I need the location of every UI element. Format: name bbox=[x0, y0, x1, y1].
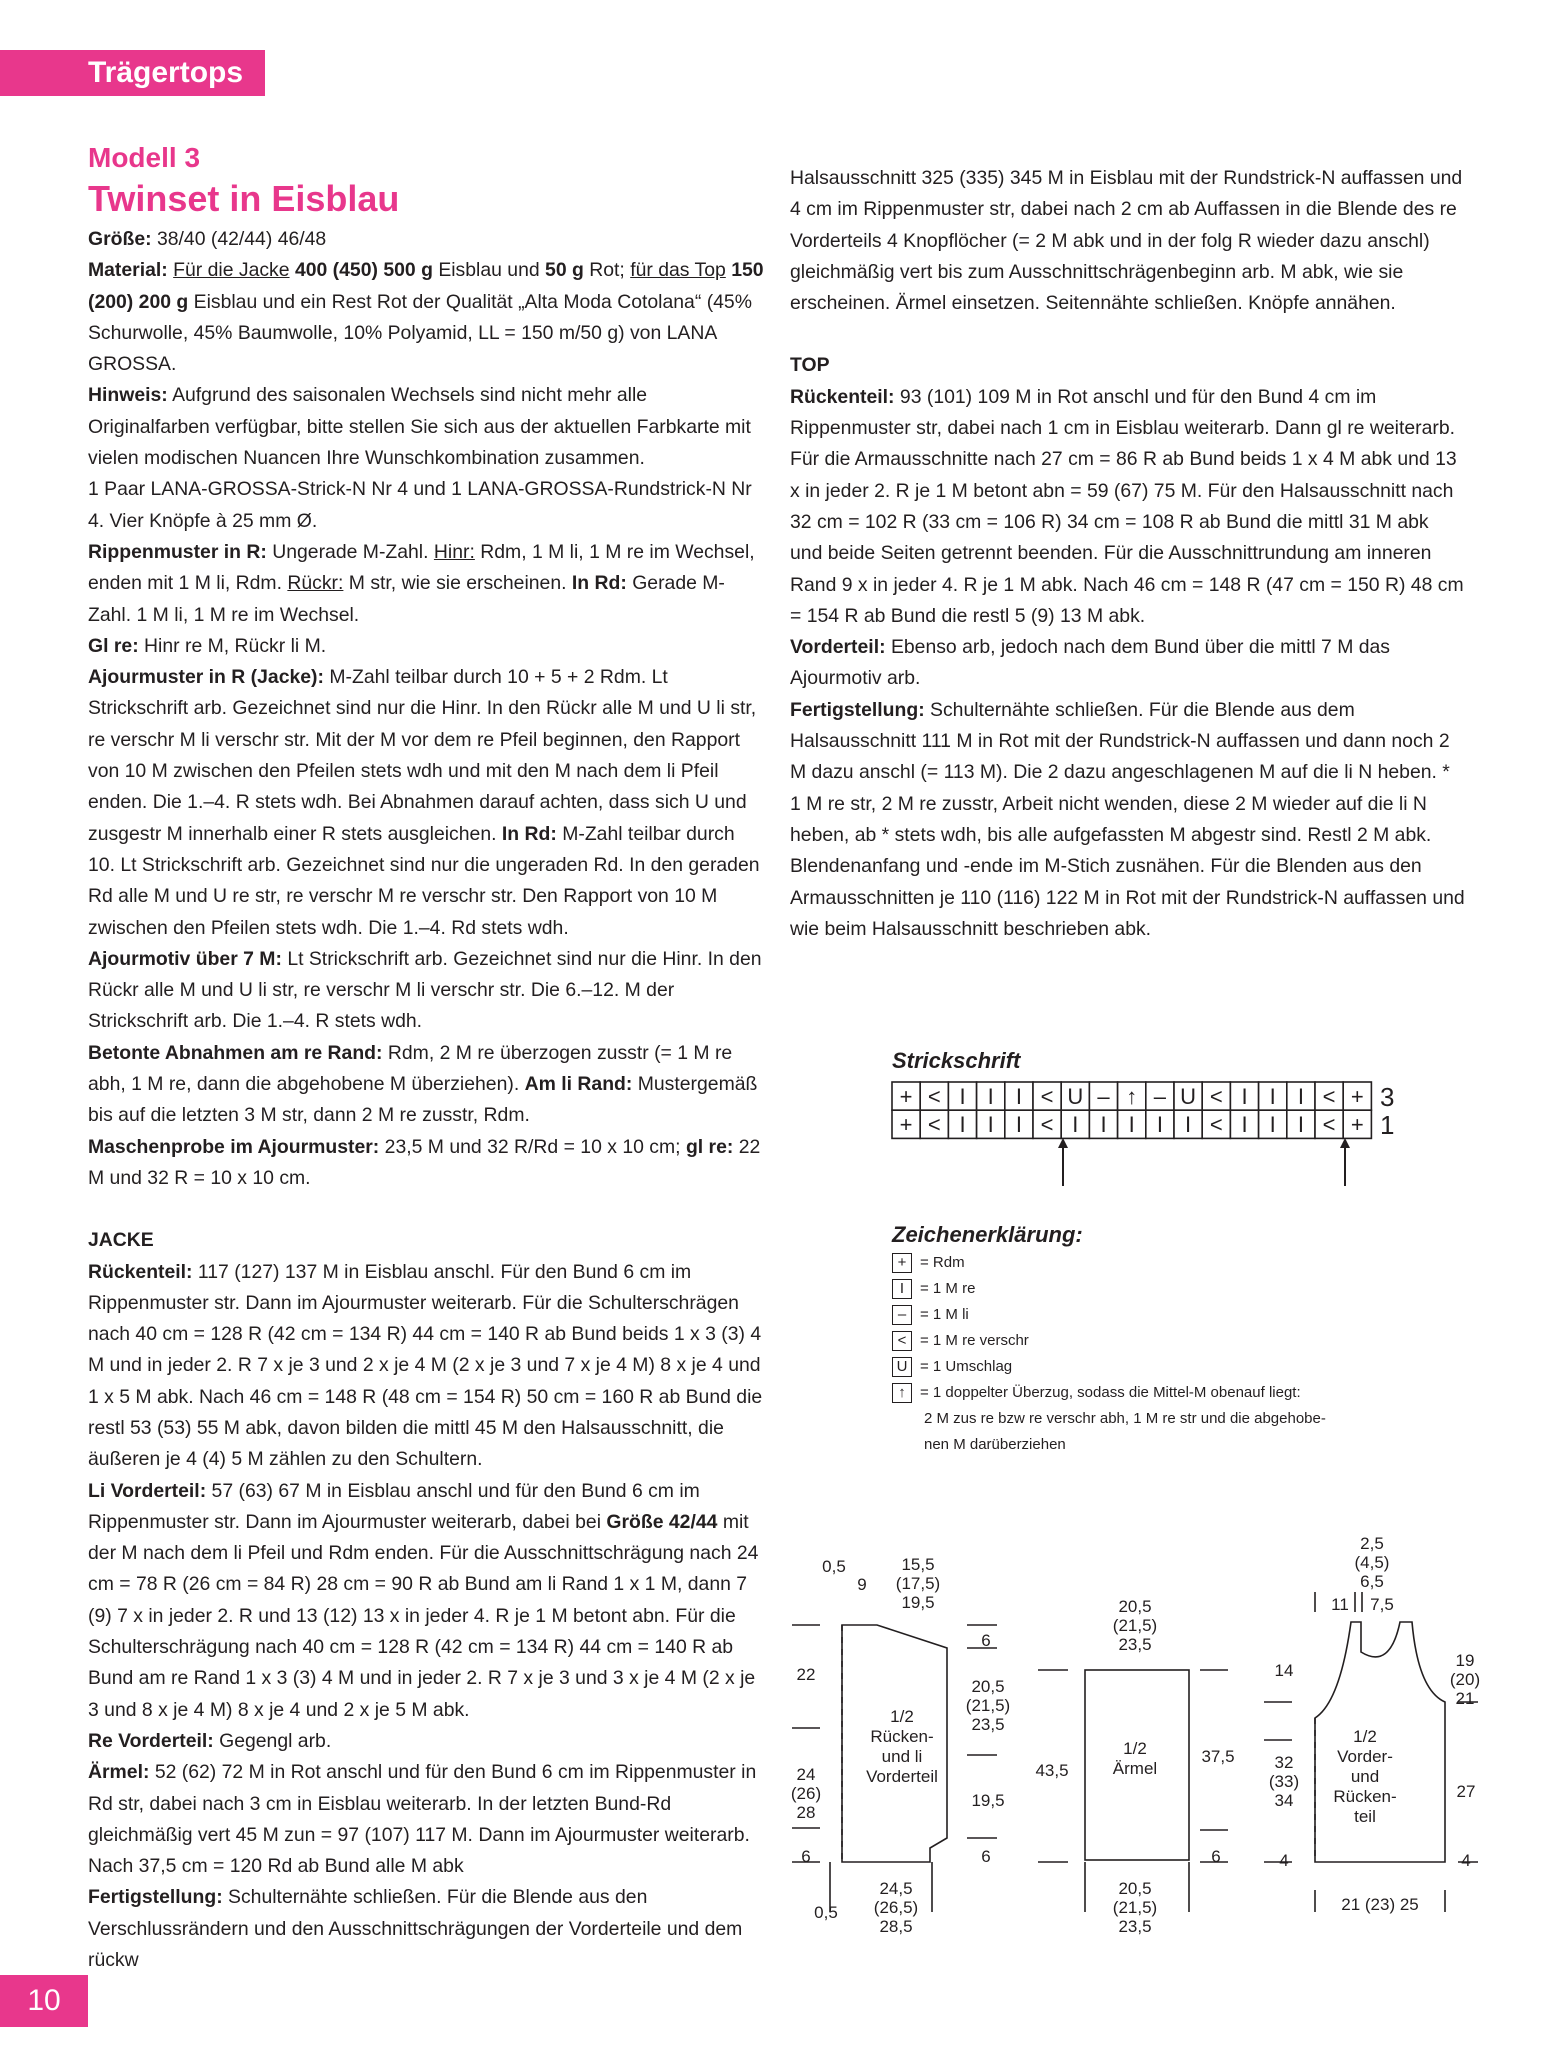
rippen-text-1: Ungerade M-Zahl. bbox=[272, 540, 429, 563]
dim-label: 6 bbox=[1211, 1847, 1221, 1866]
page-number-tab bbox=[0, 1975, 88, 2027]
jacke-ruecken-label: Rückenteil: bbox=[88, 1260, 193, 1283]
chart-symbol: < bbox=[927, 1112, 941, 1138]
yarn-over-symbol-icon: U bbox=[892, 1357, 912, 1377]
jacke-aermel-paragraph bbox=[88, 1757, 764, 1882]
dim-label: 6,5 bbox=[1360, 1572, 1384, 1591]
groesse-text: 38/40 (42/44) 46/48 bbox=[156, 228, 327, 250]
top-vorder-paragraph bbox=[790, 632, 1466, 695]
jacke-fertig-text: Schulternähte schließen. Für die Blende aus den Verschlussrändern und den Ausschnittschrägungen der Vorderteile und dem rückw bbox=[88, 1886, 743, 1972]
jacke-livorder-text-1: 57 (63) 67 M in Eisblau anschl und für den Bund 6 cm im Rippenmuster str. Dann im Ajourmuster weiterarb, dabei bei bbox=[88, 1479, 700, 1533]
jacke-livorder-label: Li Vorderteil: bbox=[88, 1479, 207, 1502]
chart-symbol: I bbox=[1297, 1112, 1304, 1138]
chart-symbol: U bbox=[1067, 1083, 1084, 1109]
hinweis-text: Aufgrund des saisonalen Wechsels sind nicht mehr alle Originalfarben verfügbar, bitte stellen Sie sich aus der aktuellen Farbkarte mit vielen modischen Nuancen Ihre Wunschkombination zusammen. bbox=[88, 384, 751, 470]
jacke-fertig-continued: Halsausschnitt 325 (335) 345 M in Eisblau mit der Rundstrick-N auffassen und 4 cm im Rippenmuster str, dabei nach 2 cm ab Auffassen in die Blende des re Vorderteils 4 Knopflöcher (= 2 M abk und in der folg R wieder dazu anschl) gleichmäßig vert bis zum Ausschnittschrägenbeginn arb. M abk, wie sie erscheinen. Ärmel einsetzen. Seitennähte schließen. Knöpfe annähen. bbox=[790, 167, 1463, 315]
betont-text-2: Mustergemäß bis auf die letzten 3 M str, dann 2 M re zusstr, Rdm. bbox=[88, 1073, 758, 1127]
aermel-labels bbox=[1035, 1597, 1234, 1936]
probe-glre-label: gl re: bbox=[685, 1135, 734, 1158]
dim-label: (17,5) bbox=[895, 1574, 941, 1593]
probe-text-2: 22 M und 32 R = 10 x 10 cm. bbox=[88, 1135, 761, 1189]
chart-symbol: < bbox=[1209, 1083, 1223, 1109]
dim-label: 37,5 bbox=[1201, 1747, 1235, 1766]
material-text-3: Eisblau und ein Rest Rot der Qualität „Alta Moda Cotolana“ (45% Schurwolle, 45% Baumwolle, 10% Polyamid, LL = 150 m/50 g) von LANA GROSSA. bbox=[88, 290, 752, 376]
dim-label: 0,5 bbox=[822, 1557, 846, 1576]
top-outline bbox=[1315, 1622, 1445, 1862]
probe-paragraph bbox=[88, 1132, 764, 1195]
dim-label: 32 bbox=[1274, 1753, 1294, 1772]
dim-label: (26) bbox=[790, 1784, 822, 1803]
dim-label: 6 bbox=[981, 1631, 991, 1650]
chart-symbol: – bbox=[1097, 1083, 1110, 1109]
probe-label: Maschenprobe im Ajourmuster: bbox=[88, 1135, 380, 1158]
piece-label: und li bbox=[881, 1747, 923, 1766]
legend-item bbox=[892, 1328, 1326, 1354]
dim-label: 20,5 bbox=[1118, 1597, 1152, 1616]
rapport-arrow-left bbox=[1340, 1138, 1350, 1186]
top-ruecken-paragraph bbox=[790, 382, 1466, 632]
betont-text-1: Rdm, 2 M re überzogen zusstr (= 1 M re abh, 1 M re, dann die abgehobene M überziehen). bbox=[88, 1041, 733, 1096]
motiv-label: Ajourmotiv über 7 M: bbox=[88, 947, 282, 970]
jacke-revorder-text: Gegengl arb. bbox=[219, 1729, 332, 1752]
chart-symbol: + bbox=[899, 1112, 913, 1138]
betont-paragraph bbox=[88, 1038, 764, 1132]
dim-label: 23,5 bbox=[971, 1715, 1005, 1734]
jacke-livorder-size: Größe 42/44 bbox=[606, 1510, 718, 1533]
chart-symbol: I bbox=[1015, 1112, 1022, 1138]
material-text-1: Eisblau und bbox=[438, 259, 540, 282]
chart-symbol: + bbox=[1350, 1083, 1364, 1109]
jacke-fertig-label: Fertigstellung: bbox=[88, 1886, 223, 1909]
aermel-schnitt bbox=[1038, 1670, 1228, 1912]
row-label-1: 1 bbox=[1380, 1110, 1395, 1140]
nadeln-paragraph: 1 Paar LANA-GROSSA-Strick-N Nr 4 und 1 LANA-GROSSA-Rundstrick-N Nr 4. Vier Knöpfe à 25 mm Ø. bbox=[88, 478, 752, 532]
rippen-rueckr: Rückr: bbox=[287, 572, 344, 595]
rippen-hinr: Hinr: bbox=[433, 540, 475, 563]
chart-symbol: + bbox=[1350, 1112, 1364, 1138]
strickschrift-title: Strickschrift bbox=[892, 1048, 1021, 1073]
dim-label: 19,5 bbox=[901, 1593, 935, 1612]
top-ruecken-text: 93 (101) 109 M in Rot anschl und für den Bund 4 cm im Rippenmuster str, dabei nach 1 cm in Eisblau weiterarb. Dann gl re weiterarb. Für die Armausschnitte nach 27 cm = 86 R ab Bund beids 1 x 4 M abk und 13 x in jeder 2. R je 1 M betont abn = 59 (67) 75 M. Für den Halsausschnitt nach 32 cm = 102 R (33 cm = 106 R) 34 cm = 108 R ab Bund die mittl 31 M abk und beide Seiten getrennt beenden. Für die Ausschnittrundung am inneren Rand 9 x in jeder 4. R je 1 M abk. Nach 46 cm = 148 R (47 cm = 150 R) 48 cm = 154 R ab Bund die restl 5 (9) 13 M abk. bbox=[790, 385, 1464, 627]
legend-text: = Rdm bbox=[920, 1254, 965, 1271]
dim-label: 22 bbox=[796, 1665, 816, 1684]
legend-title: Zeichenerklärung: bbox=[892, 1222, 1083, 1247]
chart-symbol: < bbox=[1322, 1112, 1336, 1138]
section-title: Trägertops bbox=[88, 56, 244, 89]
chart-symbol: < bbox=[1040, 1083, 1054, 1109]
top-fertig-paragraph bbox=[790, 695, 1466, 945]
rippen-rd-label: In Rd: bbox=[571, 572, 627, 595]
dim-label: 20,5 bbox=[1118, 1879, 1152, 1898]
hinweis-paragraph bbox=[88, 380, 764, 474]
legend-text: = 1 M re verschr bbox=[920, 1332, 1029, 1349]
twisted-knit-symbol-icon: < bbox=[892, 1331, 912, 1351]
probe-text-1: 23,5 M und 32 R/Rd = 10 x 10 cm; bbox=[384, 1135, 681, 1158]
groesse-label: Größe: bbox=[88, 228, 152, 250]
motiv-text: Lt Strickschrift arb. Gezeichnet sind nur die Hinr. In den Rückr alle M und U li str, re verschr M li verschr str. Die 6.–12. M der Strickschrift arb. Die 1.–4. R stets wdh. bbox=[88, 947, 762, 1033]
betont-li-label: Am li Rand: bbox=[524, 1073, 633, 1096]
jacke-front-labels bbox=[791, 1555, 1010, 1936]
chart-symbol: I bbox=[987, 1112, 994, 1138]
legend-text: = 1 doppelter Überzug, sodass die Mittel-M obenauf liegt: bbox=[920, 1384, 1301, 1401]
piece-label: Rücken- bbox=[1333, 1787, 1397, 1806]
chart-symbol: I bbox=[1297, 1083, 1304, 1109]
dim-label: 28 bbox=[796, 1803, 816, 1822]
chart-symbol: I bbox=[987, 1083, 994, 1109]
piece-label: Vorderteil bbox=[866, 1767, 938, 1786]
rdm-symbol-icon: + bbox=[892, 1253, 912, 1273]
jacke-revorder-label: Re Vorderteil: bbox=[88, 1729, 214, 1752]
ajour-rd-label: In Rd: bbox=[501, 822, 557, 845]
piece-label: Vorder- bbox=[1337, 1747, 1393, 1766]
chart-symbol: ↑ bbox=[1126, 1083, 1138, 1109]
rippen-label: Rippenmuster in R: bbox=[88, 540, 267, 563]
dim-label: 14 bbox=[1274, 1661, 1294, 1680]
dim-label: 4 bbox=[1461, 1851, 1471, 1870]
piece-label: 1/2 bbox=[1123, 1739, 1147, 1758]
page-number: 10 bbox=[27, 1984, 61, 2017]
legend-text: = 1 M li bbox=[920, 1306, 969, 1323]
dim-label: (20) bbox=[1449, 1670, 1480, 1689]
rippen-text-4: Gerade M-Zahl. 1 M li, 1 M re im Wechsel. bbox=[88, 572, 725, 626]
schnitt-diagrams bbox=[780, 1520, 1480, 1950]
dim-label: 19,5 bbox=[971, 1791, 1005, 1810]
dim-label: 4 bbox=[1279, 1851, 1289, 1870]
dim-label: (21,5) bbox=[1112, 1616, 1158, 1635]
ajour-text-1: M-Zahl teilbar durch 10 + 5 + 2 Rdm. Lt Strickschrift arb. Gezeichnet sind nur die Hinr. In den Rückr alle M und U li str, re verschr M li verschr str. Mit der M vor dem re Pfeil beginnen, den Rapport von 10 M zwischen den Pfeilen stets wdh und mit den M nach dem li Pfeil enden. Die 1.–4. R stets wdh. Bei Abnahmen darauf achten, dass sich U und zusgestr M innerhalb einer R stets ausgleichen. bbox=[88, 666, 757, 845]
top-vorder-text: Ebenso arb, jedoch nach dem Bund über die mittl 7 M das Ajourmotiv arb. bbox=[790, 636, 1391, 690]
jacke-livorder-paragraph bbox=[88, 1476, 764, 1726]
chart-symbol: I bbox=[1015, 1083, 1022, 1109]
chart-symbol: I bbox=[1269, 1083, 1276, 1109]
jacke-heading: JACKE bbox=[88, 1229, 154, 1252]
chart-symbol: < bbox=[1322, 1083, 1336, 1109]
jacke-ruecken-paragraph bbox=[88, 1257, 764, 1476]
material-paragraph bbox=[88, 255, 764, 380]
material-label: Material: bbox=[88, 259, 168, 282]
chart-symbol: I bbox=[959, 1083, 966, 1109]
model-title: Twinset in Eisblau bbox=[88, 178, 400, 219]
dim-label: (21,5) bbox=[1112, 1898, 1158, 1917]
rippen-text-3: M str, wie sie erscheinen. bbox=[348, 572, 567, 595]
jacke-ruecken-text: 117 (127) 137 M in Eisblau anschl. Für den Bund 6 cm im Rippenmuster str. Dann im Ajourmuster weiterarb. Für die Schulterschrägen nach 40 cm = 128 R (42 cm = 134 R) 44 cm = 140 R ab Bund beids 1 x 3 (3) 4 M und in jeder 2. R 7 x je 3 und 2 x je 4 M (2 x je 3 und 7 x je 4 M) 8 x je 4 und 1 x 5 M abk. Nach 46 cm = 148 R (48 cm = 154 R) 50 cm = 160 R ab Bund die restl 53 (53) 55 M abk, davon bilden die mittl 45 M den Halsausschnitt, die äußeren je 4 (4) 5 M zählen zu den Schultern. bbox=[88, 1260, 763, 1471]
dim-label: (33) bbox=[1268, 1772, 1300, 1791]
dim-label: 23,5 bbox=[1118, 1635, 1152, 1654]
top-ruecken-label: Rückenteil: bbox=[790, 385, 895, 408]
material-amount-3: 150 (200) 200 g bbox=[88, 259, 764, 313]
strickschrift-chart bbox=[890, 1078, 1410, 1188]
glre-label: Gl re: bbox=[88, 634, 139, 657]
chart-symbol: I bbox=[1072, 1112, 1079, 1138]
betont-label: Betonte Abnahmen am re Rand: bbox=[88, 1041, 383, 1064]
row-label-3: 3 bbox=[1380, 1082, 1395, 1112]
dim-label: 34 bbox=[1274, 1791, 1294, 1810]
piece-label: und bbox=[1350, 1767, 1380, 1786]
chart-symbol: I bbox=[1128, 1112, 1135, 1138]
material-text-2: Rot; bbox=[589, 259, 625, 282]
top-fertig-text: Schulternähte schließen. Für die Blende aus dem Halsausschnitt 111 M in Rot mit der Rundstrick-N auffassen und dann noch 2 M dazu anschl (= 113 M). Die 2 dazu angeschlagenen M auf die li N heben. * 1 M re str, 2 M re zusstr, Arbeit nicht wenden, diese 2 M wieder auf die li N heben, ab * stets wdh, bis alle aufgefassten M abgestr sind. Restl 2 M abk. Blendenanfang und -ende im M-Stich zusnähen. Für die Blenden aus den Armausschnitten je 110 (116) 122 M in Rot mit der Rundstrick-N auffassen und wie beim Halsausschnitt beschrieben abk. bbox=[790, 698, 1465, 940]
material-amount-2: 50 g bbox=[545, 259, 584, 282]
chart-symbol: I bbox=[1241, 1112, 1248, 1138]
legend-text-continued: nen M darüberziehen bbox=[924, 1436, 1066, 1453]
chart-symbol: I bbox=[1100, 1112, 1107, 1138]
chart-symbol: I bbox=[959, 1112, 966, 1138]
left-column bbox=[88, 140, 764, 1976]
legend bbox=[892, 1250, 1326, 1458]
ajour-label: Ajourmuster in R (Jacke): bbox=[88, 666, 324, 689]
jacke-livorder-text-2: mit der M nach dem li Pfeil und Rdm enden. Für die Ausschnittschrägung nach 24 cm = 78 R (26 cm = 84 R) 28 cm = 90 R ab Bund am li Rand 1 x 1 M, dann 7 (9) 7 x in jeder 2. R und 13 (12) 13 x in jeder 4. R je 1 M betont abn. Für die Schulterschrägung nach 40 cm = 128 R (42 cm = 134 R) 44 cm = 140 R ab Bund am re Rand 1 x 3 (3) 4 M und in jeder 2. R 7 x je 3 und 3 x je 4 M (2 x je 3 und 8 x je 4 M) 8 x je 4 und 2 x je 5 M abk. bbox=[88, 1510, 759, 1721]
chart-symbol: I bbox=[1185, 1112, 1192, 1138]
dim-label: 2,5 bbox=[1360, 1534, 1384, 1553]
rippen-paragraph bbox=[88, 537, 764, 631]
ajour-text-2: M-Zahl teilbar durch 10. Lt Strickschrift arb. Gezeichnet sind nur die ungeraden Rd. In den geraden Rd alle M und U re str, re verschr M re verschr str. Den Rapport von 10 M zwischen den Pfeilen stets wdh. Die 1.–4. Rd stets wdh. bbox=[88, 822, 760, 939]
dim-label: (21,5) bbox=[965, 1696, 1011, 1715]
purl-symbol-icon: – bbox=[892, 1305, 912, 1325]
dim-label: 21 bbox=[1455, 1689, 1475, 1708]
material-amount-1: 400 (450) 500 g bbox=[294, 259, 433, 282]
material-top: für das Top bbox=[630, 259, 726, 282]
dim-label: 11 bbox=[1331, 1595, 1349, 1614]
dim-label: 27 bbox=[1456, 1782, 1476, 1801]
right-column bbox=[790, 163, 1466, 945]
piece-label: Rücken- bbox=[870, 1727, 934, 1746]
dim-label: 23,5 bbox=[1118, 1917, 1152, 1936]
double-decrease-symbol-icon: ↑ bbox=[892, 1383, 912, 1403]
chart-symbol: U bbox=[1180, 1083, 1197, 1109]
model-label: Modell 3 bbox=[88, 142, 201, 173]
legend-item bbox=[892, 1302, 1326, 1328]
dim-label: 20,5 bbox=[971, 1677, 1005, 1696]
dim-label: 24 bbox=[796, 1765, 816, 1784]
glre-paragraph bbox=[88, 631, 764, 662]
top-fertig-label: Fertigstellung: bbox=[790, 698, 925, 721]
rapport-arrow-right bbox=[1058, 1138, 1068, 1186]
chart-symbol: – bbox=[1153, 1083, 1167, 1109]
chart-symbol: + bbox=[899, 1083, 913, 1109]
dim-label: 6 bbox=[981, 1847, 991, 1866]
material-jacke: Für die Jacke bbox=[173, 259, 290, 282]
dim-label: 7,5 bbox=[1370, 1595, 1394, 1614]
dim-label: 21 (23) 25 bbox=[1341, 1895, 1419, 1914]
legend-text: = 1 M re bbox=[920, 1280, 976, 1297]
rippen-text-2: Rdm, 1 M li, 1 M re im Wechsel, enden mit 1 M li, Rdm. bbox=[88, 540, 755, 595]
jacke-revorder-paragraph bbox=[88, 1726, 764, 1757]
legend-text-continued: 2 M zus re bzw re verschr abh, 1 M re str und die abgehobe- bbox=[924, 1410, 1326, 1427]
dim-label: 6 bbox=[801, 1847, 811, 1866]
ajour-paragraph bbox=[88, 662, 764, 944]
dim-label: (26,5) bbox=[873, 1898, 919, 1917]
dim-label: 15,5 bbox=[901, 1555, 935, 1574]
motiv-paragraph bbox=[88, 944, 764, 1038]
dim-label: 19 bbox=[1455, 1651, 1475, 1670]
glre-text: Hinr re M, Rückr li M. bbox=[144, 634, 327, 657]
groesse-paragraph bbox=[88, 224, 764, 255]
dim-label: 43,5 bbox=[1035, 1761, 1069, 1780]
chart-symbol: I bbox=[1156, 1112, 1163, 1138]
dim-label: 0,5 bbox=[814, 1903, 838, 1922]
chart-symbol: I bbox=[1269, 1112, 1276, 1138]
piece-label: Ärmel bbox=[1112, 1759, 1158, 1778]
dim-label: 24,5 bbox=[879, 1879, 913, 1898]
top-heading: TOP bbox=[790, 354, 830, 377]
jacke-aermel-text: 52 (62) 72 M in Rot anschl und für den Bund 6 cm im Rippenmuster in Rd str, dabei nach 3 cm in Eisblau weiterarb. In der letzten Bund-Rd gleichmäßig vert 45 M zun = 97 (107) 117 M. Dann im Ajourmuster weiterarb. Nach 37,5 cm = 120 Rd ab Bund alle M abk bbox=[88, 1761, 757, 1878]
chart-symbol: < bbox=[927, 1083, 941, 1109]
dim-label: 28,5 bbox=[879, 1917, 913, 1936]
dim-label: (4,5) bbox=[1354, 1553, 1390, 1572]
chart-symbol: < bbox=[1209, 1112, 1223, 1138]
dim-label: 9 bbox=[857, 1575, 867, 1594]
piece-label: teil bbox=[1354, 1807, 1376, 1826]
chart-symbol: < bbox=[1040, 1112, 1054, 1138]
top-vorder-label: Vorderteil: bbox=[790, 636, 886, 659]
legend-item bbox=[892, 1276, 1326, 1302]
legend-text: = 1 Umschlag bbox=[920, 1358, 1013, 1375]
jacke-fertig-paragraph bbox=[88, 1882, 764, 1976]
legend-item bbox=[892, 1354, 1326, 1380]
piece-label: 1/2 bbox=[890, 1707, 914, 1726]
hinweis-label: Hinweis: bbox=[88, 384, 168, 407]
section-tab bbox=[0, 50, 265, 96]
jacke-aermel-label: Ärmel: bbox=[88, 1761, 150, 1784]
legend-item bbox=[892, 1250, 1326, 1276]
chart-symbol: I bbox=[1241, 1083, 1248, 1109]
legend-item bbox=[892, 1380, 1326, 1406]
top-labels bbox=[1269, 1534, 1480, 1914]
knit-symbol-icon: I bbox=[892, 1279, 912, 1299]
piece-label: 1/2 bbox=[1353, 1727, 1377, 1746]
